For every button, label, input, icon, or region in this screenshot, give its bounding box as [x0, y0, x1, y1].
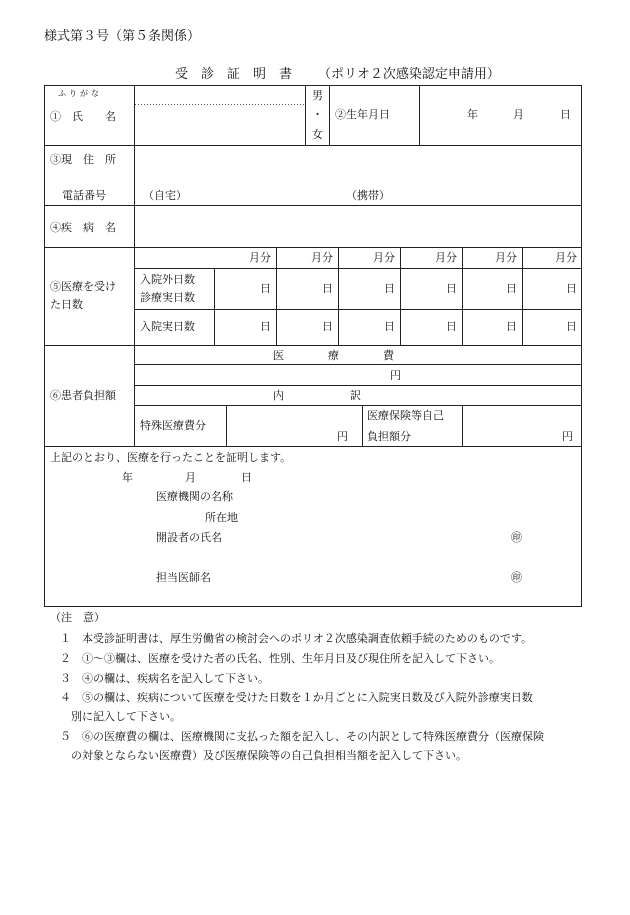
month-header: 月分 — [495, 251, 517, 264]
day-unit: 日 — [566, 320, 577, 333]
outpatient-days-label-line1: 入院外日数 — [140, 273, 195, 286]
furigana-label: ふりがな — [58, 89, 102, 98]
note-item: ３ ④の欄は、疾病名を記入して下さい。 — [60, 672, 269, 685]
day-unit: 日 — [260, 320, 271, 333]
treatment-days-label-line1: ⑤医療を受け — [50, 280, 116, 293]
treatment-days-label-line2: た日数 — [50, 298, 83, 311]
month-header: 月分 — [373, 251, 395, 264]
breakdown-header: 内 訳 — [273, 389, 361, 402]
doctor-seal: ㊞ — [511, 571, 522, 584]
medical-cost-yen: 円 — [390, 369, 401, 382]
cert-month-unit: 月 — [185, 471, 196, 484]
note-item: １ 本受診証明書は、厚生労働省の検討会へのポリオ２次感染調査依頼手続のためのものです。 — [60, 632, 533, 645]
notes-heading: （注 意） — [50, 611, 105, 624]
certificate-form — [44, 85, 582, 607]
month-header: 月分 — [435, 251, 457, 264]
day-unit: 日 — [384, 282, 395, 295]
day-unit: 日 — [506, 320, 517, 333]
institution-name-label: 医療機関の名称 — [156, 490, 233, 503]
name-input[interactable] — [136, 106, 304, 144]
form-title: 受 診 証 明 書 — [175, 67, 293, 82]
insurance-copay-label-line2: 負担額分 — [367, 430, 411, 443]
founder-name-label: 開設者の氏名 — [156, 531, 222, 544]
disease-label: ④疾 病 名 — [50, 221, 116, 234]
day-unit: 日 — [322, 320, 333, 333]
day-unit: 日 — [260, 282, 271, 295]
day-unit: 日 — [384, 320, 395, 333]
gender-male[interactable]: 男 — [312, 89, 323, 102]
day-unit: 日 — [322, 282, 333, 295]
cert-day-unit: 日 — [241, 471, 252, 484]
day-unit: 日 — [506, 282, 517, 295]
form-grid — [44, 85, 582, 607]
form-number: 様式第３号（第５条関係） — [44, 29, 201, 44]
note-item: 別に記入して下さい。 — [60, 710, 181, 723]
day-unit: 日 — [446, 320, 457, 333]
certification-statement: 上記のとおり、医療を行ったことを証明します。 — [50, 451, 292, 464]
phone-label: 電話番号 — [62, 189, 106, 202]
gender-female[interactable]: 女 — [312, 128, 323, 141]
institution-address-label: 所在地 — [205, 511, 238, 524]
special-cost-label: 特殊医療費分 — [140, 419, 206, 432]
birth-year-unit: 年 — [467, 108, 478, 121]
note-item: ４ ⑤の欄は、疾病について医療を受けた日数を１か月ごとに入院実日数及び入院外診療実日数 — [60, 691, 533, 704]
outpatient-days-label-line2: 診療実日数 — [140, 291, 195, 304]
note-item: の対象とならない医療費）及び医療保険等の自己負担相当額を記入して下さい。 — [60, 749, 467, 762]
form-subtitle: （ポリオ２次感染認定申請用） — [318, 67, 500, 82]
month-header: 月分 — [311, 251, 333, 264]
birthdate-label: ②生年月日 — [335, 108, 390, 121]
day-unit: 日 — [446, 282, 457, 295]
phone-mobile-label: （携帯） — [346, 189, 390, 202]
month-header: 月分 — [555, 251, 577, 264]
month-header: 月分 — [249, 251, 271, 264]
note-item: ２ ①～③欄は、医療を受けた者の氏名、性別、生年月日及び現住所を記入して下さい。 — [60, 652, 500, 665]
founder-seal: ㊞ — [511, 531, 522, 544]
special-cost-yen: 円 — [337, 430, 348, 443]
phone-home-label: （自宅） — [143, 189, 187, 202]
address-label: ③現 住 所 — [50, 153, 116, 166]
insurance-copay-label-line1: 医療保険等自己 — [367, 409, 444, 422]
insurance-copay-yen: 円 — [562, 430, 573, 443]
cert-year-unit: 年 — [122, 471, 133, 484]
birth-day-unit: 日 — [560, 108, 571, 121]
birth-month-unit: 月 — [513, 108, 524, 121]
patient-burden-label: ⑥患者負担額 — [50, 389, 116, 402]
name-label: ① 氏 名 — [50, 110, 116, 123]
note-item: ５ ⑥の医療費の欄は、医療機関に支払った額を記入し、その内訳として特殊医療費分（医療保険 — [60, 730, 544, 743]
medical-cost-header: 医 療 費 — [273, 349, 394, 362]
doctor-name-label: 担当医師名 — [156, 571, 211, 584]
gender-separator: ・ — [312, 108, 323, 121]
day-unit: 日 — [566, 282, 577, 295]
inpatient-days-label: 入院実日数 — [140, 320, 195, 333]
